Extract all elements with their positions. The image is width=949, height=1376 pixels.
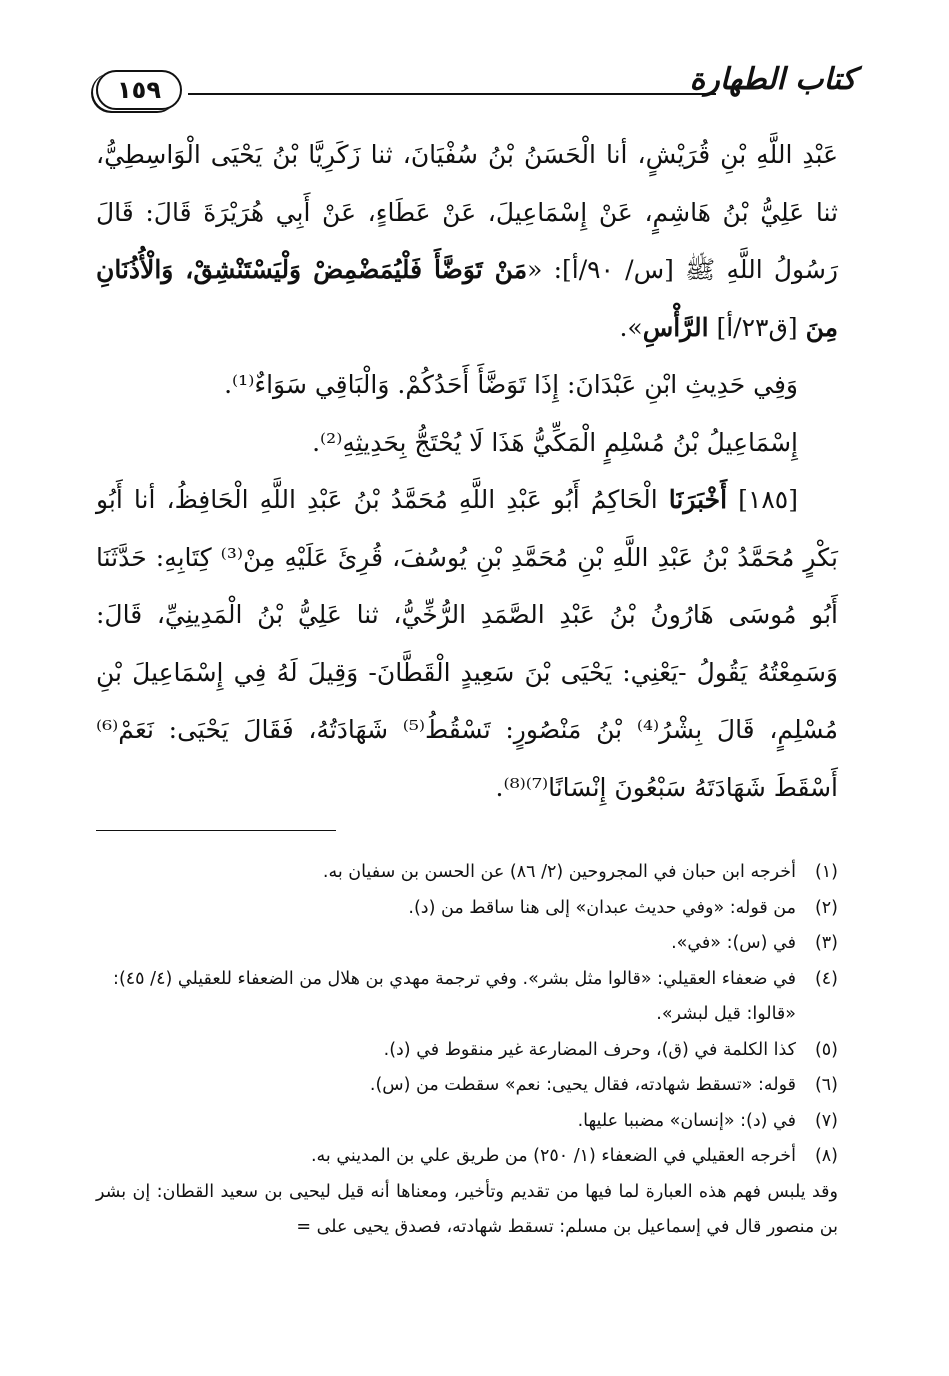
- footnote-text: في (س): «في».: [671, 933, 796, 953]
- footnote-text: كذا الكلمة في (ق)، وحرف المضارعة غير منقوط في (د).: [383, 1039, 796, 1060]
- footnote-text: من قوله: «وفي حديث عبدان» إلى هنا ساقط من (د).: [408, 897, 796, 918]
- footnote: [96, 962, 838, 1033]
- footnote-text: في ضعفاء العقيلي: «قالوا مثل بشر». وفي ترجمة مهدي بن هلال من الضعفاء للعقيلي (٤/ ٤٥): «قالوا: قيل لبشر».: [113, 968, 796, 1024]
- page-header: [96, 60, 856, 118]
- footnote: [96, 1104, 838, 1140]
- footnote-continuation: وقد يلبس فهم هذه العبارة لما فيها من تقديم وتأخير، ومعناها أنه قيل ليحيى بن سعيد القطان: إن بشر بن منصور قال في إسماعيل بن مسلم: تسقط شهادته، فصدق يحيى على =: [96, 1181, 838, 1237]
- footnote-text: قوله: «تسقط شهادته، فقال يحيى: نعم» سقطت من (س).: [369, 1075, 796, 1095]
- paragraph-variant: وَفِي حَدِيثِ ابْنِ عَبْدَانَ: إِذَا تَوَضَّأَ أَحَدُكُمْ. وَالْبَاقِي سَوَاءٌ⁽¹⁾.: [224, 370, 798, 399]
- footnote-number: (٤): [814, 968, 838, 989]
- footnote-number: (٢): [814, 897, 838, 918]
- hadith-close: ».: [619, 312, 643, 342]
- footnote-text: في (د): «إنسان» مضببا عليها.: [577, 1110, 796, 1131]
- footnote-text: أخرجه العقيلي في الضعفاء (١/ ٢٥٠) من طريق علي بن المديني به.: [310, 1146, 796, 1166]
- footnote-number: (٧): [814, 1110, 838, 1131]
- akhbarana-word: أَخْبَرَنَا: [668, 485, 728, 514]
- footnote: [96, 891, 838, 927]
- hadith-text: مَنْ تَوَضَّأَ فَلْيُمَضْمِضْ وَلْيَسْتَنْشِقْ، وَالْأُذُنَانِ مِنَ: [96, 255, 838, 342]
- main-text: [96, 126, 838, 816]
- paragraph-185: [96, 471, 838, 816]
- hadith-number: [١٨٥]: [727, 485, 798, 514]
- isnad-text: عَبْدِ اللَّهِ بْنِ قُرَيْشٍ، أنا الْحَسَنُ بْنُ سُفْيَانَ، ثنا زَكَرِيَّا بْنُ يَحْيَى الْوَاسِطِيُّ، ثنا عَلِيُّ بْنُ هَاشِمٍ، عَنْ إِسْمَاعِيلَ، عَنْ عَطَاءٍ، عَنْ أَبِي هُرَيْرَةَ قَالَ: قَالَ رَسُولُ اللَّهِ ﷺ [س/ ٩٠/أ]: «: [96, 140, 838, 284]
- footnote-separator: [96, 830, 336, 831]
- footnote: [96, 855, 838, 891]
- footnote-number: (٨): [814, 1146, 838, 1166]
- footnote: [96, 1068, 838, 1104]
- footnote: [96, 926, 838, 962]
- paragraph-comment: إِسْمَاعِيلُ بْنُ مُسْلِمٍ الْمَكِّيُّ هَذَا لَا يُحْتَجُّ بِحَدِيثِهِ⁽²⁾.: [312, 427, 798, 457]
- paragraph-185-text: الْحَاكِمُ أَبُو عَبْدِ اللَّهِ مُحَمَّدُ بْنُ عَبْدِ اللَّهِ الْحَافِظُ، أنا أَبُو بَكْرٍ مُحَمَّدُ بْنُ عَبْدِ اللَّهِ بْنِ مُحَمَّدِ بْنِ يُوسُفَ، قُرِئَ عَلَيْهِ مِنْ⁽³⁾ كِتَابِهِ: حَدَّثَنَا أَبُو مُوسَى هَارُونُ بْنُ عَبْدِ الصَّمَدِ الرُّخِّيُّ، ثنا عَلِيُّ بْنُ الْمَدِينِيِّ، قَالَ: وَسَمِعْتُهُ يَقُولُ -يَعْنِي: يَحْيَى بْنَ سَعِيدٍ الْقَطَّانَ- وَقِيلَ لَهُ فِي إِسْمَاعِيلَ بْنِ مُسْلِمٍ، قَالَ بِشْرُ⁽⁴⁾ بْنُ مَنْصُورٍ: تَسْقُطُ⁽⁵⁾ شَهَادَتُهُ، فَقَالَ يَحْيَى: نَعَمْ⁽⁶⁾ أَسْقَطَ شَهَادَتَهُ سَبْعُونَ إِنْسَانًا⁽⁷⁾⁽⁸⁾.: [96, 485, 839, 802]
- footnote-number: (٣): [814, 933, 838, 953]
- footnote-number: (٦): [814, 1075, 838, 1095]
- header-rule: [188, 93, 716, 95]
- footnote-number: (٥): [814, 1039, 838, 1060]
- hadith-text-end: الرَّأْسِ: [642, 312, 709, 342]
- footnote-number: (١): [814, 862, 838, 882]
- footnote: [96, 1139, 838, 1175]
- footnotes: [96, 855, 838, 1246]
- paragraph-hadith-chain: [96, 126, 838, 356]
- page-number-badge: ١٥٩: [96, 70, 182, 110]
- footnote: [96, 1033, 838, 1069]
- manuscript-ref: [ق٢٣/أ]: [708, 312, 806, 342]
- book-title: كتاب الطهارة: [689, 62, 856, 97]
- footnote-text: أخرجه ابن حبان في المجروحين (٢/ ٨٦) عن الحسن بن سفيان به.: [322, 862, 796, 882]
